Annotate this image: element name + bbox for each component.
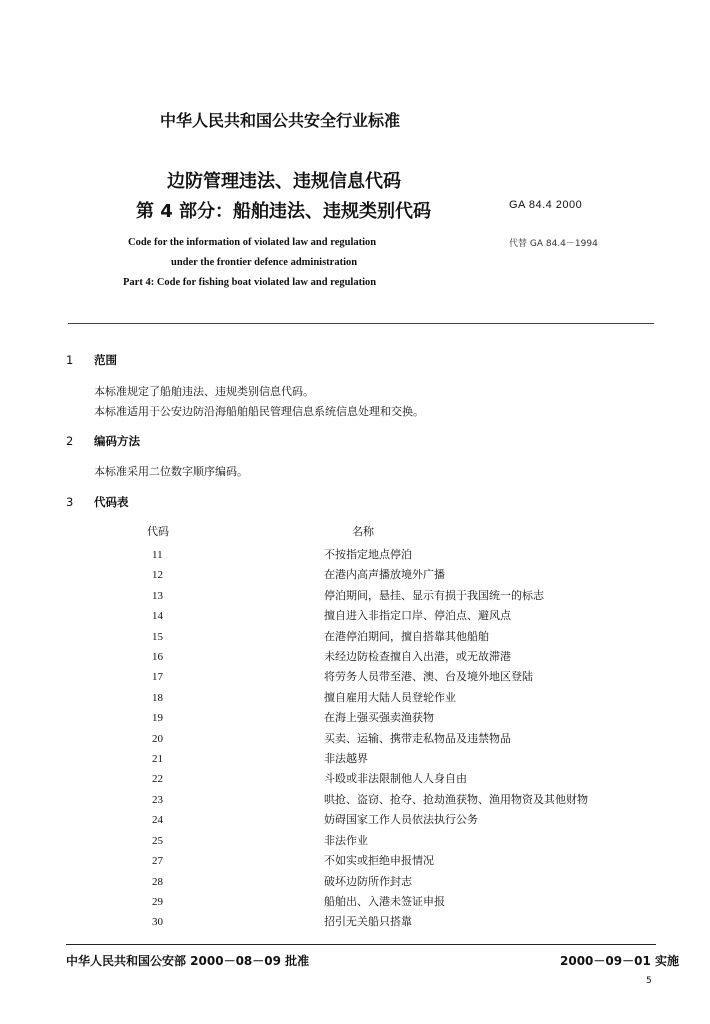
header-divider bbox=[68, 323, 654, 324]
table-row bbox=[140, 851, 594, 871]
section-heading-coding-method bbox=[66, 433, 140, 449]
standard-number: GA 84.4 2000 bbox=[509, 199, 583, 211]
english-title-line-2: under the frontier defence administration bbox=[171, 257, 358, 268]
name-cell: 买卖、运输、携带走私物品及违禁物品 bbox=[324, 731, 511, 745]
document-title-line-1: 边防管理违法、违规信息代码 bbox=[167, 171, 401, 192]
section-title: 编码方法 bbox=[94, 434, 140, 448]
table-row bbox=[140, 729, 594, 749]
name-cell: 在海上强买强卖渔获物 bbox=[324, 711, 434, 725]
table-row bbox=[140, 872, 594, 892]
table-row bbox=[140, 565, 594, 585]
code-cell: 12 bbox=[152, 569, 163, 582]
code-cell: 11 bbox=[152, 549, 163, 561]
section-title: 范围 bbox=[94, 353, 117, 367]
code-cell: 20 bbox=[152, 732, 163, 745]
document-title-line-2: 第 4 部分：船舶违法、违规类别代码 bbox=[136, 201, 432, 222]
issuing-organization: 中华人民共和国公共安全行业标准 bbox=[160, 111, 401, 130]
table-row bbox=[140, 831, 594, 851]
name-cell: 破坏边防所作封志 bbox=[324, 874, 412, 888]
page-number: 5 bbox=[646, 976, 652, 986]
section-heading-code-table bbox=[66, 494, 129, 510]
name-cell: 在港停泊期间，擅自搭靠其他船舶 bbox=[324, 629, 489, 643]
section-number: 3 bbox=[66, 495, 74, 509]
section-title: 代码表 bbox=[94, 495, 129, 509]
table-row bbox=[140, 647, 594, 667]
english-title-line-1: Code for the information of violated law and regulation bbox=[128, 237, 377, 248]
name-cell: 擅自进入非指定口岸、停泊点、避风点 bbox=[324, 609, 511, 623]
name-cell: 非法越界 bbox=[324, 752, 368, 766]
name-cell: 将劳务人员带至港、澳、台及境外地区登陆 bbox=[324, 670, 533, 684]
name-cell: 妨碍国家工作人员依法执行公务 bbox=[324, 813, 478, 827]
replaces-standard: 代替 GA 84.4－1994 bbox=[509, 239, 598, 249]
table-row bbox=[140, 912, 594, 932]
table-row bbox=[140, 769, 594, 789]
code-cell: 13 bbox=[152, 589, 163, 602]
footer-divider bbox=[66, 944, 656, 945]
scope-paragraph-2: 本标准适用于公安边防沿海船舶船民管理信息系统信息处理和交换。 bbox=[94, 405, 424, 418]
code-table bbox=[140, 523, 594, 933]
code-cell: 19 bbox=[152, 712, 163, 725]
table-row bbox=[140, 749, 594, 769]
name-cell: 停泊期间，悬挂、显示有损于我国统一的标志 bbox=[324, 588, 544, 602]
column-header-name: 名称 bbox=[352, 525, 374, 538]
code-cell: 15 bbox=[152, 630, 163, 643]
code-cell: 27 bbox=[152, 855, 163, 868]
name-cell: 在港内高声播放境外广播 bbox=[324, 568, 445, 582]
table-header-row bbox=[140, 523, 594, 545]
code-cell: 28 bbox=[152, 875, 163, 888]
table-row bbox=[140, 708, 594, 728]
section-number: 2 bbox=[66, 434, 74, 448]
name-cell: 未经边防检查擅自入出港，或无故滞港 bbox=[324, 650, 511, 664]
code-cell: 22 bbox=[152, 773, 163, 786]
code-cell: 30 bbox=[152, 916, 163, 929]
code-cell: 21 bbox=[152, 753, 163, 766]
code-cell: 29 bbox=[152, 895, 163, 908]
code-cell: 24 bbox=[152, 814, 163, 827]
coding-method-paragraph: 本标准采用二位数字顺序编码。 bbox=[94, 465, 248, 478]
table-body bbox=[140, 545, 594, 933]
table-row bbox=[140, 545, 594, 565]
name-cell: 非法作业 bbox=[324, 833, 368, 847]
code-cell: 14 bbox=[152, 610, 163, 623]
column-header-code: 代码 bbox=[147, 525, 169, 538]
name-cell: 不按指定地点停泊 bbox=[324, 548, 412, 561]
english-title-line-3: Part 4: Code for fishing boat violated law and regulation bbox=[123, 277, 377, 288]
table-row bbox=[140, 586, 594, 606]
effective-date: 2000－09－01 实施 bbox=[560, 954, 679, 968]
table-row bbox=[140, 667, 594, 687]
table-row bbox=[140, 810, 594, 830]
code-cell: 25 bbox=[152, 834, 163, 847]
name-cell: 哄抢、盗窃、抢夺、抢劫渔获物、渔用物资及其他财物 bbox=[324, 792, 588, 806]
name-cell: 招引无关船只搭靠 bbox=[324, 915, 412, 929]
code-cell: 16 bbox=[152, 651, 163, 664]
code-cell: 17 bbox=[152, 671, 163, 684]
scope-paragraph-1: 本标准规定了船舶违法、违规类别信息代码。 bbox=[94, 385, 314, 398]
table-row bbox=[140, 606, 594, 626]
name-cell: 船舶出、入港未签证申报 bbox=[324, 894, 445, 908]
name-cell: 不如实或拒绝申报情况 bbox=[324, 854, 434, 868]
table-row bbox=[140, 892, 594, 912]
table-row bbox=[140, 627, 594, 647]
name-cell: 擅自雇用大陆人员登轮作业 bbox=[324, 690, 456, 704]
section-heading-scope bbox=[66, 352, 117, 368]
approval-statement: 中华人民共和国公安部 2000－08－09 批准 bbox=[66, 954, 310, 968]
code-cell: 18 bbox=[152, 691, 163, 704]
name-cell: 斗殴或非法限制他人人身自由 bbox=[324, 772, 467, 786]
section-number: 1 bbox=[66, 353, 74, 367]
table-row bbox=[140, 688, 594, 708]
code-cell: 23 bbox=[152, 793, 163, 806]
table-row bbox=[140, 790, 594, 810]
